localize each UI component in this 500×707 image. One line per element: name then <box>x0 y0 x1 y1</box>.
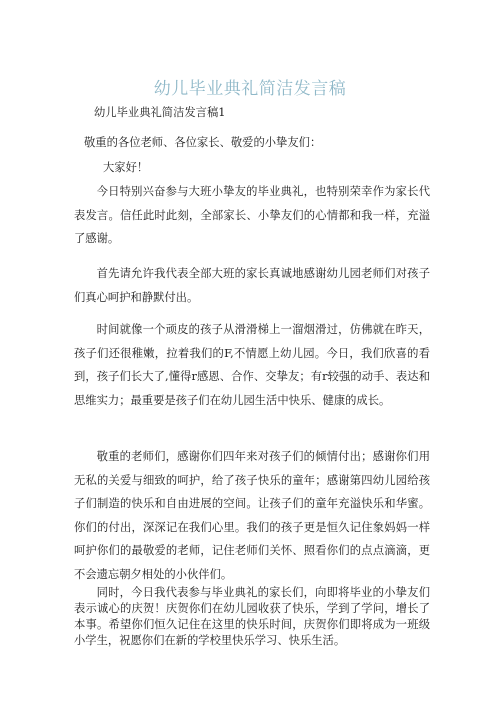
document-title: 幼儿毕业典礼简洁发言稿 <box>153 79 347 99</box>
paragraph-2-block <box>74 262 430 309</box>
paragraph: 今日特别兴奋参与大班小挚友的毕业典礼，也特别荣幸作为家长代表发言。信任此时此刻，全部家长、小挚友们的心情都和我一样，充溢了感谢。 <box>74 185 430 245</box>
document-subtitle: 幼儿毕业典礼简洁发言稿1 <box>94 106 226 119</box>
salutation: 敬重的各位老师、各位家长、敬爱的小挚友们： <box>84 136 322 149</box>
paragraph-4-block <box>74 445 430 586</box>
greeting: 大家好！ <box>103 161 149 174</box>
paragraph: 同时，今日我代表参与毕业典礼的家长们，向即将毕业的小挚友们表示诚心的庆贺！庆贺你们在幼儿园收获了快乐，学到了学问，增长了本事。希望你们恒久记住在这里的快乐时间，庆贺你们即将成为一班级小学生，祝愿你们在新的学校里快乐学习、快乐生活。 <box>74 586 430 647</box>
paragraph: 首先请允许我代表全部大班的家长真诚地感谢幼儿园老师们对孩子们真心呵护和静默付出。 <box>74 267 430 304</box>
paragraph-1-block <box>74 180 430 251</box>
paragraph: 时间就像一个顽皮的孩子从滑滑梯上一溜烟滑过，仿佛就在昨天，孩子们还很稚嫩，拉着我们的F,不情愿上幼儿园。今日，我们欣喜的看到，孩子们长大了,懂得r感恩、合作、交挚友；有r较强的动手、表达和思维实力；最重要是孩子们在幼儿园生活中快乐、健康的成长。 <box>74 323 430 407</box>
paragraph: 敬重的老师们，感谢你们四年来对孩子们的倾情付出；感谢你们用无私的关爱与细致的呵护，给了孩子快乐的童年；感谢第四幼儿园给孩子们制造的快乐和自由进展的空间。让孩子们的童年充溢快乐和华蜜。你们的付出，深深记在我们心里。我们的孩子更是恒久记住象妈妈一样呵护你们的最敬爱的老师，记住老师们关怀、照看你们的点点滴滴，更不会遗忘朝夕相处的小伙伴们。 <box>74 450 430 581</box>
paragraph-3-block <box>74 318 430 412</box>
